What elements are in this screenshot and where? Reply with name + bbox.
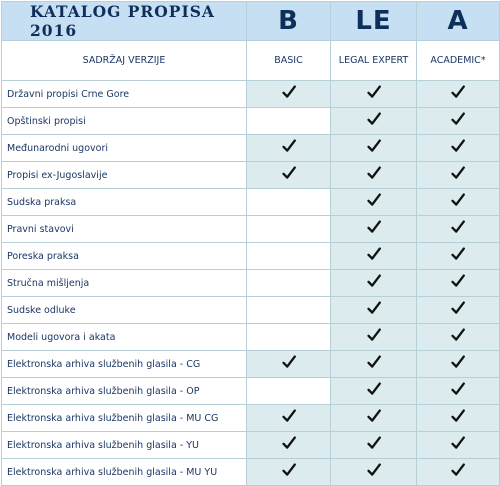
table-row [2,270,500,297]
check-icon [366,300,382,316]
content-item-name: Opštinski propisi [2,108,247,135]
check-icon [366,111,382,127]
check-icon [450,381,466,397]
check-icon [281,462,297,478]
cell-legal-expert [331,189,417,216]
cell-academic [417,135,500,162]
cell-legal-expert [331,351,417,378]
cell-academic [417,216,500,243]
table-row [2,405,500,432]
cell-academic [417,108,500,135]
table-row [2,297,500,324]
check-icon [366,354,382,370]
content-item-name: Elektronska arhiva službenih glasila - YU [2,432,247,459]
check-icon [366,435,382,451]
table-row [2,324,500,351]
cell-academic [417,81,500,108]
content-column-header: SADRŽAJ VERZIJE [2,41,247,81]
table-row [2,459,500,486]
check-icon [450,246,466,262]
content-item-name: Sudska praksa [2,189,247,216]
check-icon [450,354,466,370]
cell-basic [247,459,331,486]
subheader-row [2,41,500,81]
check-icon [450,435,466,451]
content-item-name: Poreska praksa [2,243,247,270]
cell-basic [247,324,331,351]
content-item-name: Elektronska arhiva službenih glasila - MU YU [2,459,247,486]
cell-academic [417,459,500,486]
cell-legal-expert [331,81,417,108]
cell-basic [247,108,331,135]
cell-academic [417,432,500,459]
code-legal-expert: LE [331,2,417,41]
cell-basic [247,405,331,432]
content-item-name: Stručna mišljenja [2,270,247,297]
cell-legal-expert [331,135,417,162]
check-icon [366,192,382,208]
cell-legal-expert [331,432,417,459]
cell-academic [417,297,500,324]
cell-basic [247,216,331,243]
content-item-name: Državni propisi Crne Gore [2,81,247,108]
table-row [2,216,500,243]
check-icon [450,219,466,235]
check-icon [366,273,382,289]
cell-academic [417,270,500,297]
table-row [2,135,500,162]
check-icon [366,246,382,262]
content-item-name: Elektronska arhiva službenih glasila - OP [2,378,247,405]
content-item-name: Propisi ex-Jugoslavije [2,162,247,189]
cell-basic [247,351,331,378]
table-row [2,108,500,135]
check-icon [366,381,382,397]
check-icon [366,327,382,343]
content-item-name: Sudske odluke [2,297,247,324]
check-icon [281,435,297,451]
check-icon [366,165,382,181]
version-academic-header: ACADEMIC* [417,41,500,81]
cell-academic [417,405,500,432]
cell-basic [247,81,331,108]
version-basic-header: BASIC [247,41,331,81]
cell-basic [247,270,331,297]
table-row [2,243,500,270]
code-academic: A [417,2,500,41]
check-icon [450,273,466,289]
code-basic: B [247,2,331,41]
table-row [2,81,500,108]
check-icon [281,138,297,154]
cell-academic [417,324,500,351]
check-icon [450,84,466,100]
check-icon [366,408,382,424]
cell-academic [417,378,500,405]
table-row [2,351,500,378]
content-item-name: Elektronska arhiva službenih glasila - CG [2,351,247,378]
check-icon [450,327,466,343]
cell-legal-expert [331,162,417,189]
catalog-title: KATALOG PROPISA 2016 [2,2,247,41]
cell-basic [247,243,331,270]
check-icon [281,408,297,424]
cell-legal-expert [331,297,417,324]
cell-basic [247,189,331,216]
catalog-table [1,1,500,486]
version-legal-expert-header: LEGAL EXPERT [331,41,417,81]
content-item-name: Modeli ugovora i akata [2,324,247,351]
check-icon [366,462,382,478]
cell-legal-expert [331,405,417,432]
cell-basic [247,297,331,324]
cell-legal-expert [331,378,417,405]
cell-basic [247,135,331,162]
cell-legal-expert [331,270,417,297]
cell-basic [247,378,331,405]
check-icon [366,219,382,235]
table-row [2,432,500,459]
cell-academic [417,162,500,189]
cell-basic [247,162,331,189]
check-icon [450,192,466,208]
cell-academic [417,243,500,270]
check-icon [366,138,382,154]
cell-legal-expert [331,108,417,135]
cell-legal-expert [331,243,417,270]
header-row [2,2,500,41]
check-icon [281,84,297,100]
content-item-name: Pravni stavovi [2,216,247,243]
table-row [2,189,500,216]
cell-academic [417,351,500,378]
cell-academic [417,189,500,216]
check-icon [450,111,466,127]
check-icon [450,138,466,154]
cell-legal-expert [331,324,417,351]
check-icon [366,84,382,100]
check-icon [450,300,466,316]
table-row [2,162,500,189]
check-icon [281,165,297,181]
content-item-name: Elektronska arhiva službenih glasila - MU CG [2,405,247,432]
cell-legal-expert [331,216,417,243]
check-icon [450,462,466,478]
catalog-body [2,2,500,486]
content-item-name: Međunarodni ugovori [2,135,247,162]
check-icon [450,165,466,181]
check-icon [281,354,297,370]
check-icon [450,408,466,424]
cell-legal-expert [331,459,417,486]
table-row [2,378,500,405]
cell-basic [247,432,331,459]
